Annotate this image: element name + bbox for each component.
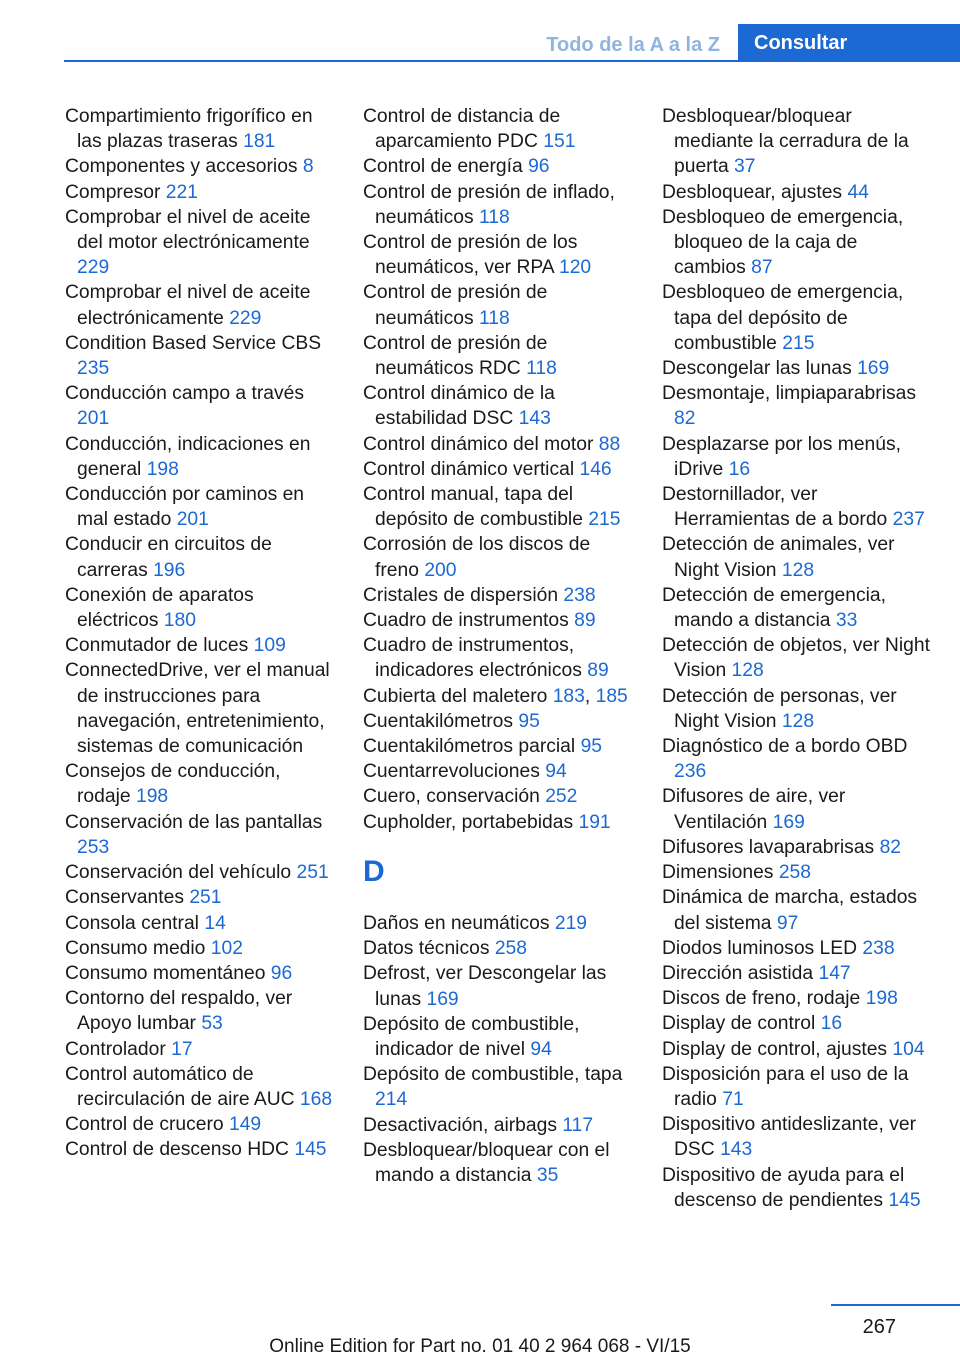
entry-term: Desbloquear, ajustes — [662, 181, 843, 203]
page-link[interactable]: 33 — [835, 610, 858, 632]
index-entry — [65, 381, 335, 431]
page-link[interactable]: 169 — [426, 988, 459, 1010]
index-entry — [662, 684, 932, 734]
index-entry — [65, 1062, 335, 1112]
entry-term: Desplazarse por los menús, iDrive — [662, 433, 901, 480]
index-entry — [363, 709, 633, 734]
index-entry — [363, 734, 633, 759]
tab-consultar[interactable]: Consultar — [738, 24, 960, 62]
entry-term: Compartimiento frigorífico en las plazas traseras — [65, 106, 313, 153]
index-entry — [65, 1112, 335, 1137]
index-entry — [363, 457, 633, 482]
page-link[interactable]: 82 — [879, 836, 902, 858]
page-link[interactable]: 229 — [229, 307, 262, 329]
page-link[interactable]: 215 — [782, 332, 815, 354]
page-link[interactable]: 96 — [270, 962, 293, 984]
index-entry — [363, 432, 633, 457]
index-entry — [662, 986, 932, 1011]
entry-term: Disposición para el uso de la radio — [662, 1063, 909, 1110]
entry-term: Consumo momentáneo — [65, 962, 266, 984]
index-entry — [662, 936, 932, 961]
entry-term: Conservantes — [65, 887, 184, 909]
index-entry — [363, 911, 633, 936]
index-entry — [662, 180, 932, 205]
entry-term: Diodos luminosos LED — [662, 937, 858, 959]
page-link[interactable]: 215 — [588, 509, 621, 531]
index-entry — [65, 633, 335, 658]
edition-footer: Online Edition for Part no. 01 40 2 964 068 - VI/15 — [269, 1336, 691, 1357]
page-link[interactable]: 198 — [135, 786, 169, 808]
index-entry — [65, 154, 335, 179]
entry-term: Cuentarrevoluciones — [363, 761, 540, 783]
entry-term: Defrost, ver Descongelar las lunas — [363, 963, 607, 1010]
index-entry — [363, 381, 633, 431]
index-entry — [65, 583, 335, 633]
index-entry — [65, 432, 335, 482]
index-entry — [65, 1037, 335, 1062]
page-link[interactable]: 95 — [518, 710, 540, 732]
page-link[interactable]: 258 — [494, 938, 527, 960]
index-entry — [662, 104, 932, 180]
index-entry — [662, 356, 932, 381]
page-link[interactable]: 128 — [781, 710, 815, 732]
index-entry — [662, 1062, 932, 1112]
index-entry — [662, 532, 932, 582]
index-entry — [65, 986, 335, 1036]
index-entry — [363, 608, 633, 633]
entry-term: Cubierta del maletero — [363, 685, 548, 707]
page-link[interactable]: 168 — [299, 1088, 333, 1110]
page-link[interactable]: 117 — [562, 1114, 594, 1136]
entry-term: Conexión de aparatos eléctricos — [65, 584, 254, 632]
entry-term: Consumo medio — [65, 937, 206, 959]
index-entry — [363, 104, 633, 154]
index-column-2 — [363, 104, 633, 1188]
entry-term: Detección de personas, ver Night Vision — [662, 685, 897, 732]
entry-term: Conducción por caminos en mal estado — [65, 484, 305, 531]
page-link[interactable]: 147 — [818, 962, 851, 984]
entry-term: Cuentakilómetros — [363, 710, 514, 732]
entry-term: Conducir en circuitos de carreras — [65, 534, 272, 581]
entry-term: Detección de animales, ver Night Vision — [662, 534, 895, 581]
page-link[interactable]: 221 — [165, 181, 198, 203]
entry-term: Conmutador de luces — [65, 635, 249, 657]
entry-term: Control dinámico de la estabilidad DSC — [363, 383, 555, 430]
page-link[interactable]: 37 — [734, 156, 756, 178]
entry-term: Desbloquear/bloquear con el mando a distancia — [363, 1139, 610, 1186]
index-entry — [65, 658, 335, 759]
index-entry — [65, 885, 335, 910]
index-entry — [65, 759, 335, 809]
page-link[interactable]: 94 — [530, 1038, 552, 1060]
index-entry — [662, 734, 932, 784]
index-entry — [363, 482, 633, 532]
entry-term: Cuentakilómetros parcial — [363, 736, 576, 758]
page-link[interactable]: 251 — [296, 862, 329, 884]
page-header — [0, 0, 960, 62]
index-entry — [363, 180, 633, 230]
index-entry — [662, 205, 932, 281]
index-entry — [662, 1011, 932, 1036]
index-entry — [363, 331, 633, 381]
entry-term: Cristales de dispersión — [363, 584, 559, 606]
page-link[interactable]: 82 — [674, 408, 696, 430]
page-number: 267 — [862, 1316, 896, 1338]
page-link[interactable]: 120 — [558, 257, 592, 279]
page-link[interactable]: 88 — [598, 433, 621, 455]
entry-term: Control dinámico vertical — [363, 458, 575, 480]
index-entry — [65, 532, 335, 582]
entry-term: Condition Based Service CBS — [65, 332, 322, 354]
page-link[interactable]: 169 — [772, 811, 805, 833]
entry-term: Control de energía — [363, 156, 523, 178]
entry-term: Destornillador, ver Herramientas de a bordo — [662, 484, 888, 531]
index-entry — [363, 784, 633, 809]
index-entry: Cubierta del maletero 183, 185 — [363, 685, 628, 707]
page-link[interactable]: 151 — [543, 131, 576, 153]
entry-term: Difusores lavaparabrisas — [662, 836, 875, 858]
page-link[interactable]: 235 — [77, 358, 110, 380]
entry-term: Cuero, conservación — [363, 786, 540, 808]
entry-term: ConnectedDrive, ver el manual de instrucciones para navegación, entretenimiento, sistemas de comunicación — [65, 660, 330, 758]
entry-term: Control automático de recirculación de aire AUC — [65, 1063, 295, 1110]
entry-term: Desbloqueo de emergencia, tapa del depósito de combustible — [662, 282, 904, 354]
page-link[interactable]: 104 — [892, 1038, 925, 1060]
page-link[interactable]: 238 — [563, 584, 596, 606]
entry-term: Comprobar el nivel de aceite electrónicamente — [65, 282, 311, 329]
page-link[interactable]: 252 — [545, 786, 578, 808]
entry-term: Componentes y accesorios — [65, 156, 298, 178]
entry-term: Control de presión de inflado, neumáticos — [363, 181, 615, 228]
index-entry — [363, 583, 633, 608]
entry-term: Conservación de las pantallas — [65, 811, 323, 833]
page-link[interactable]: 180 — [163, 610, 196, 632]
index-entry — [65, 911, 335, 936]
entry-term: Control de presión de neumáticos RDC — [363, 332, 548, 380]
page-link[interactable]: 97 — [776, 912, 799, 934]
index-entry — [662, 280, 932, 356]
page-link[interactable]: 17 — [171, 1038, 193, 1060]
page-link[interactable]: 229 — [77, 257, 110, 279]
entry-term: Datos técnicos — [363, 938, 490, 960]
page-link[interactable]: 149 — [228, 1114, 262, 1136]
entry-term: Contorno del respaldo, ver Apoyo lumbar — [65, 988, 293, 1035]
entry-term: Control dinámico del motor — [363, 433, 594, 455]
entry-term: Difusores de aire, ver Ventilación — [662, 786, 846, 833]
entry-term: Daños en neumáticos — [363, 912, 550, 934]
index-entry — [662, 961, 932, 986]
page-link[interactable]: 118 — [526, 358, 557, 380]
page-link[interactable]: 237 — [892, 509, 925, 531]
page-link[interactable]: 96 — [528, 156, 550, 178]
entry-term: Control de crucero — [65, 1114, 224, 1136]
entry-term: Desactivación, airbags — [363, 1114, 557, 1136]
page-link[interactable]: 44 — [847, 181, 869, 203]
index-entry — [662, 1163, 932, 1213]
index-entry — [662, 633, 932, 683]
page-link[interactable]: 145 — [888, 1189, 921, 1211]
entry-term: Desbloqueo de emergencia, bloqueo de la caja de cambios — [662, 206, 904, 279]
entry-term: Display de control — [662, 1013, 816, 1035]
entry-term: Control de presión de neumáticos — [363, 282, 548, 329]
section-letter-d: D — [363, 854, 385, 888]
page-link[interactable]: 219 — [554, 912, 588, 934]
page-link[interactable]: 145 — [294, 1139, 327, 1161]
page-link[interactable]: 87 — [751, 257, 773, 279]
page-link[interactable]: 253 — [77, 836, 110, 858]
page-link[interactable]: 94 — [545, 761, 567, 783]
entry-term: Discos de freno, rodaje — [662, 988, 861, 1010]
entry-term: Control de distancia de aparcamiento PDC — [363, 106, 561, 153]
entry-term: Desmontaje, limpiaparabrisas — [662, 383, 916, 405]
index-entry — [65, 331, 335, 381]
index-entry — [363, 280, 633, 330]
page-link[interactable]: 71 — [722, 1088, 744, 1110]
entry-term: Consola central — [65, 912, 199, 934]
index-entry — [363, 1113, 633, 1138]
page-link[interactable]: 53 — [201, 1013, 223, 1035]
index-entry — [363, 230, 633, 280]
page-link[interactable]: 201 — [77, 408, 110, 430]
page-link[interactable]: 118 — [478, 307, 510, 329]
page-link[interactable]: 183 — [552, 685, 585, 707]
page-link[interactable]: 251 — [189, 887, 222, 909]
index-entry — [662, 482, 932, 532]
entry-term: Cupholder, portabebidas — [363, 811, 574, 833]
index-entry — [363, 759, 633, 784]
entry-term: Detección de emergencia, mando a distancia — [662, 584, 887, 632]
page-link[interactable]: 14 — [204, 912, 226, 934]
index-entry — [65, 180, 335, 205]
page-link[interactable]: 8 — [302, 156, 314, 178]
entry-term: Cuadro de instrumentos, indicadores electrónicos — [363, 635, 582, 682]
page-link[interactable]: 35 — [536, 1164, 559, 1186]
page-link[interactable]: 198 — [865, 988, 898, 1010]
index-entry — [65, 936, 335, 961]
entry-term: Control de descenso HDC — [65, 1139, 289, 1161]
entry-term: Dimensiones — [662, 862, 774, 884]
page-link[interactable]: 16 — [728, 458, 751, 480]
index-column-3 — [662, 104, 932, 1213]
page-link[interactable]: 128 — [781, 559, 815, 581]
index-entry — [662, 1037, 932, 1062]
entry-term: Display de control, ajustes — [662, 1038, 888, 1060]
entry-term: Conducción campo a través — [65, 383, 305, 405]
index-entry — [363, 1138, 633, 1188]
index-entry — [662, 784, 932, 834]
page-link[interactable]: 118 — [478, 206, 510, 228]
index-entry — [662, 860, 932, 885]
index-entry — [65, 280, 335, 330]
index-entry — [662, 381, 932, 431]
section-link[interactable]: Todo de la A a la Z — [546, 34, 720, 56]
page-link[interactable]: 109 — [253, 635, 286, 657]
page-link[interactable]: 258 — [778, 862, 811, 884]
entry-term: Compresor — [65, 181, 161, 203]
page-link[interactable]: 95 — [580, 736, 603, 758]
page-link[interactable]: 16 — [820, 1013, 843, 1035]
index-entry — [65, 961, 335, 986]
entry-term: Cuadro de instrumentos — [363, 610, 569, 632]
index-entry — [65, 1137, 335, 1162]
page-link[interactable]: 236 — [674, 761, 707, 783]
header-rule — [64, 60, 960, 62]
entry-term: Controlador — [65, 1038, 166, 1060]
entry-term: Depósito de combustible, tapa — [363, 1064, 623, 1086]
page-link[interactable]: 102 — [210, 937, 243, 959]
index-entry — [65, 482, 335, 532]
index-entry — [363, 936, 633, 961]
index-entry — [363, 961, 633, 1011]
entry-term: Depósito de combustible, indicador de nivel — [363, 1013, 580, 1060]
index-entry — [363, 1062, 633, 1112]
index-entry — [662, 885, 932, 935]
entry-term: Dinámica de marcha, estados del sistema — [662, 887, 918, 934]
entry-term: Dispositivo de ayuda para el descenso de pendientes — [662, 1164, 905, 1211]
page-link[interactable]: 143 — [518, 408, 551, 430]
entry-term: Diagnóstico de a bordo OBD — [662, 736, 908, 758]
entry-term: Dispositivo antideslizante, ver DSC — [662, 1114, 916, 1161]
page-link[interactable]: 89 — [574, 610, 596, 632]
page-link[interactable]: 238 — [862, 937, 895, 959]
entry-term: Detección de objetos, ver Night Vision — [662, 635, 930, 682]
index-entry — [662, 835, 932, 860]
entry-term: Dirección asistida — [662, 962, 814, 984]
index-list-d — [363, 911, 633, 1188]
page-link[interactable]: 169 — [857, 358, 890, 380]
page-link[interactable]: 214 — [375, 1089, 408, 1111]
entry-term: Corrosión de los discos de freno — [363, 534, 591, 581]
index-entry — [662, 432, 932, 482]
index-entry — [65, 205, 335, 281]
index-entry — [363, 810, 633, 835]
page-link[interactable]: 200 — [424, 559, 457, 581]
footer-rule — [831, 1304, 960, 1306]
entry-term: Desbloquear/bloquear mediante la cerradura de la puerta — [662, 106, 909, 178]
index-list-c — [363, 104, 633, 835]
index-entry — [662, 1112, 932, 1162]
page-link[interactable]: 201 — [176, 509, 209, 531]
page-link[interactable]: 181 — [243, 131, 276, 153]
entry-term: Comprobar el nivel de aceite del motor electrónicamente — [65, 206, 311, 254]
entry-term: Consejos de conducción, rodaje — [65, 761, 281, 808]
page-link[interactable]: 89 — [587, 660, 609, 682]
page-link[interactable]: 185 — [595, 685, 628, 707]
page-link[interactable]: 143 — [720, 1139, 753, 1161]
index-entry — [363, 154, 633, 179]
index-entry — [662, 583, 932, 633]
index-entry — [363, 1012, 633, 1062]
index-entry — [363, 633, 633, 683]
entry-term: Conducción, indicaciones en general — [65, 433, 311, 480]
page-link[interactable]: 191 — [578, 811, 611, 833]
entry-term: Descongelar las lunas — [662, 358, 852, 380]
page-link[interactable]: 128 — [731, 660, 764, 682]
index-entry — [363, 532, 633, 582]
page-link[interactable]: 196 — [153, 559, 186, 581]
entry-term: Control manual, tapa del depósito de combustible — [363, 484, 583, 531]
page-link[interactable]: 198 — [146, 458, 179, 480]
index-column-1 — [65, 104, 335, 1163]
page-link[interactable]: 146 — [579, 458, 612, 480]
index-entry — [65, 810, 335, 860]
index-entry — [65, 860, 335, 885]
entry-term: Control de presión de los neumáticos, ver RPA — [363, 232, 578, 279]
index-entry — [65, 104, 335, 154]
entry-term: Conservación del vehículo — [65, 862, 292, 884]
